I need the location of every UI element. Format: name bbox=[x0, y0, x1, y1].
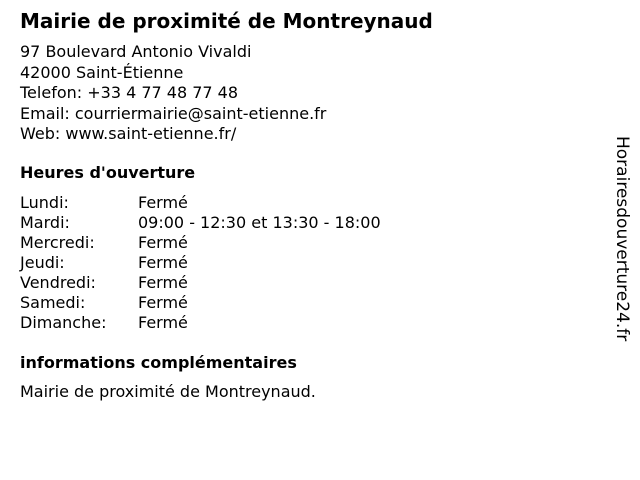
hours-row-wednesday bbox=[20, 233, 381, 253]
day-time: Fermé bbox=[138, 253, 188, 272]
hours-heading: Heures d'ouverture bbox=[20, 163, 196, 182]
address-block bbox=[20, 42, 326, 145]
website-line: Web: www.saint-etienne.fr/ bbox=[20, 124, 237, 143]
phone-line: Telefon: +33 4 77 48 77 48 bbox=[20, 83, 239, 102]
hours-row-thursday bbox=[20, 253, 381, 273]
day-label: Lundi: bbox=[20, 193, 69, 212]
hours-row-sunday bbox=[20, 313, 381, 333]
info-text: Mairie de proximité de Montreynaud. bbox=[20, 382, 316, 401]
hours-row-saturday bbox=[20, 293, 381, 313]
day-label: Jeudi: bbox=[20, 253, 65, 272]
site-watermark: Horairesdouverture24.fr bbox=[612, 136, 632, 342]
day-time: Fermé bbox=[138, 193, 188, 212]
info-heading: informations complémentaires bbox=[20, 353, 297, 372]
day-time: Fermé bbox=[138, 313, 188, 332]
day-time: Fermé bbox=[138, 233, 188, 252]
day-label: Mercredi: bbox=[20, 233, 95, 252]
day-time: Fermé bbox=[138, 293, 188, 312]
email-line: Email: courriermairie@saint-etienne.fr bbox=[20, 103, 327, 123]
hours-row-monday bbox=[20, 193, 381, 213]
page-title: Mairie de proximité de Montreynaud bbox=[20, 9, 433, 33]
day-time: Fermé bbox=[138, 273, 188, 292]
opening-hours-list bbox=[20, 193, 381, 333]
day-label: Samedi: bbox=[20, 293, 86, 312]
day-label: Mardi: bbox=[20, 213, 70, 232]
day-time: 09:00 - 12:30 et 13:30 - 18:00 bbox=[138, 213, 381, 232]
day-label: Vendredi: bbox=[20, 273, 96, 292]
city-postcode: 42000 Saint-Étienne bbox=[20, 62, 184, 82]
street-address: 97 Boulevard Antonio Vivaldi bbox=[20, 42, 252, 61]
day-label: Dimanche: bbox=[20, 313, 107, 332]
hours-row-friday bbox=[20, 273, 381, 293]
hours-row-tuesday bbox=[20, 213, 381, 233]
